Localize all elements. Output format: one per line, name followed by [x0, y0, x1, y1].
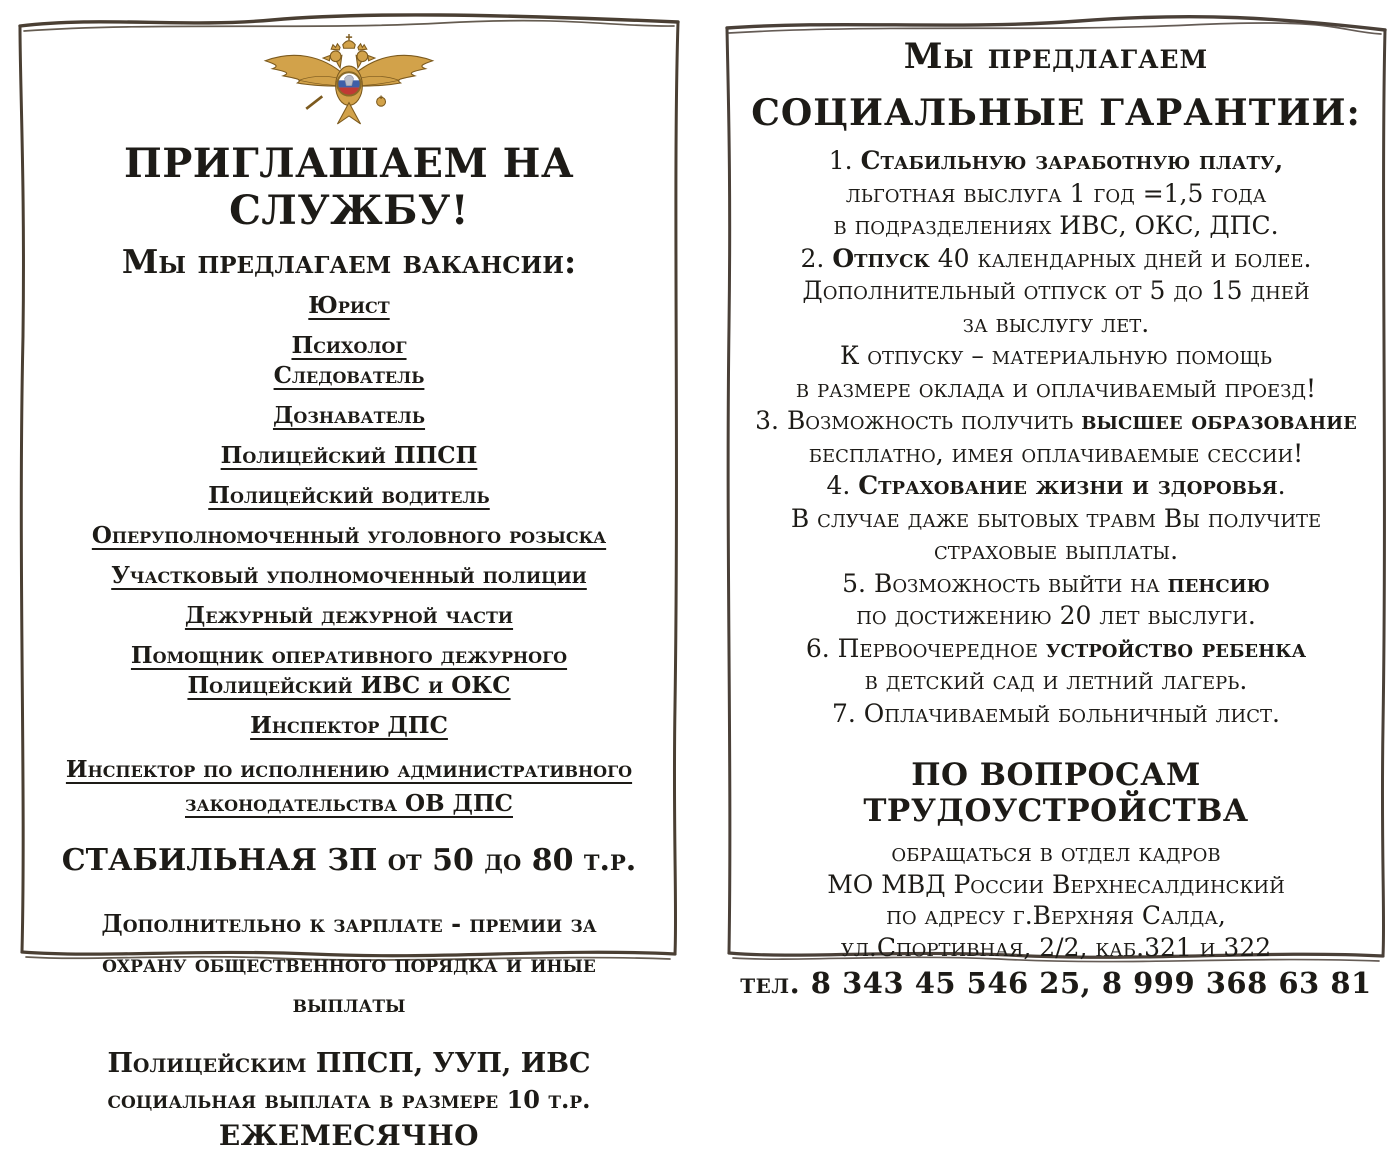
contact-line: по адресу г.Верхняя Салда,: [886, 901, 1226, 930]
guarantee-line: в детский сад и летний лагерь.: [864, 666, 1248, 695]
vacancy-item: Полицейский ППСП: [220, 442, 478, 469]
guarantee-line: льготная выслуга 1 год =1,5 года: [845, 178, 1267, 208]
employment-heading: ПО ВОПРОСАМ ТРУДОУСТРОЙСТВА: [863, 757, 1249, 829]
mvd-eagle-emblem: [28, 34, 670, 132]
guarantee-line: Дополнительный отпуск от 5 до 15 дней: [802, 276, 1310, 305]
right-page: [719, 6, 1393, 1000]
vacancy-item: Участковый уполномоченный полиции: [111, 562, 587, 589]
page-title: ПРИГЛАШАЕМ НА СЛУЖБУ!: [123, 140, 575, 234]
vacancy-item: Дознаватель: [272, 402, 426, 429]
guarantee-line: 3. Возможность получить высшее образование: [755, 406, 1357, 435]
vacancy-item: Помощник оперативного дежурного: [130, 642, 568, 669]
contact-line: МО МВД России Верхнесалдинский: [827, 869, 1285, 899]
contact-line: обращаться в отдел кадров: [891, 838, 1221, 867]
vacancy-item: Инспектор по исполнению административного законодательства ОВ ДПС: [65, 756, 633, 817]
social-payment-amount: социальная выплата в размере 10 т.р.: [107, 1085, 591, 1114]
guarantee-line: К отпуску – материальную помощь: [839, 341, 1273, 370]
guarantee-line: 7. Оплачиваемый больничный лист.: [832, 698, 1280, 728]
guarantee-line: 6. Первоочередное устройство ребенка: [805, 633, 1307, 663]
vacancy-item: Психолог: [291, 332, 407, 359]
guarantee-line: 4. Страхование жизни и здоровья.: [826, 471, 1286, 500]
vacancy-item: Оперуполномоченный уголовного розыска: [91, 522, 607, 549]
vacancies-heading: Мы предлагаем вакансии:: [121, 242, 577, 281]
vacancy-item: Дежурный дежурной части: [184, 602, 514, 629]
vacancy-item: Юрист: [308, 292, 390, 319]
guarantee-line: страховые выплаты.: [933, 536, 1179, 565]
bonus-line: Дополнительно к зарплате - премии за охрану общественного порядка и иные выплаты: [101, 909, 597, 1018]
guarantee-line: бесплатно, имея оплачиваемые сессии!: [808, 438, 1304, 468]
contact-block: [735, 837, 1377, 963]
guarantee-line: по достижению 20 лет выслуги.: [856, 601, 1256, 630]
guarantee-line: в размере оклада и оплачиваемый проезд!: [795, 373, 1317, 403]
left-page: [12, 6, 686, 1152]
social-guarantees-heading: СОЦИАЛЬНЫЕ ГАРАНТИИ:: [751, 92, 1361, 134]
contact-line: ул.Спортивная, 2/2, каб.321 и 322: [840, 932, 1272, 962]
guarantee-line: за выслугу лет.: [962, 308, 1150, 338]
guarantee-line: 5. Возможность выйти на пенсию: [842, 568, 1270, 598]
vacancy-item: Следователь: [273, 362, 425, 389]
guarantee-line: 1. Стабильную заработную плату,: [828, 146, 1284, 175]
social-payment-monthly: ЕЖЕМЕСЯЧНО: [218, 1119, 480, 1152]
guarantees-list: [735, 145, 1377, 730]
offer-heading: Мы предлагаем: [903, 36, 1209, 77]
guarantee-line: 2. Отпуск 40 календарных дней и более.: [800, 243, 1312, 273]
vacancy-list: [28, 293, 670, 821]
salary-line: СТАБИЛЬНАЯ ЗП от 50 до 80 т.р.: [61, 843, 637, 878]
vacancy-item: Полицейский ИВС и ОКС: [187, 672, 511, 699]
vacancy-item: Полицейский водитель: [208, 482, 490, 509]
guarantee-line: В случае даже бытовых травм Вы получите: [790, 503, 1322, 533]
phone-numbers: тел. 8 343 45 546 25, 8 999 368 63 81: [740, 966, 1372, 1000]
guarantee-line: в подразделениях ИВС, ОКС, ДПС.: [833, 211, 1279, 240]
vacancy-item: Инспектор ДПС: [250, 712, 448, 739]
social-payment-positions: Полицейским ППСП, УУП, ИВС: [107, 1048, 591, 1079]
